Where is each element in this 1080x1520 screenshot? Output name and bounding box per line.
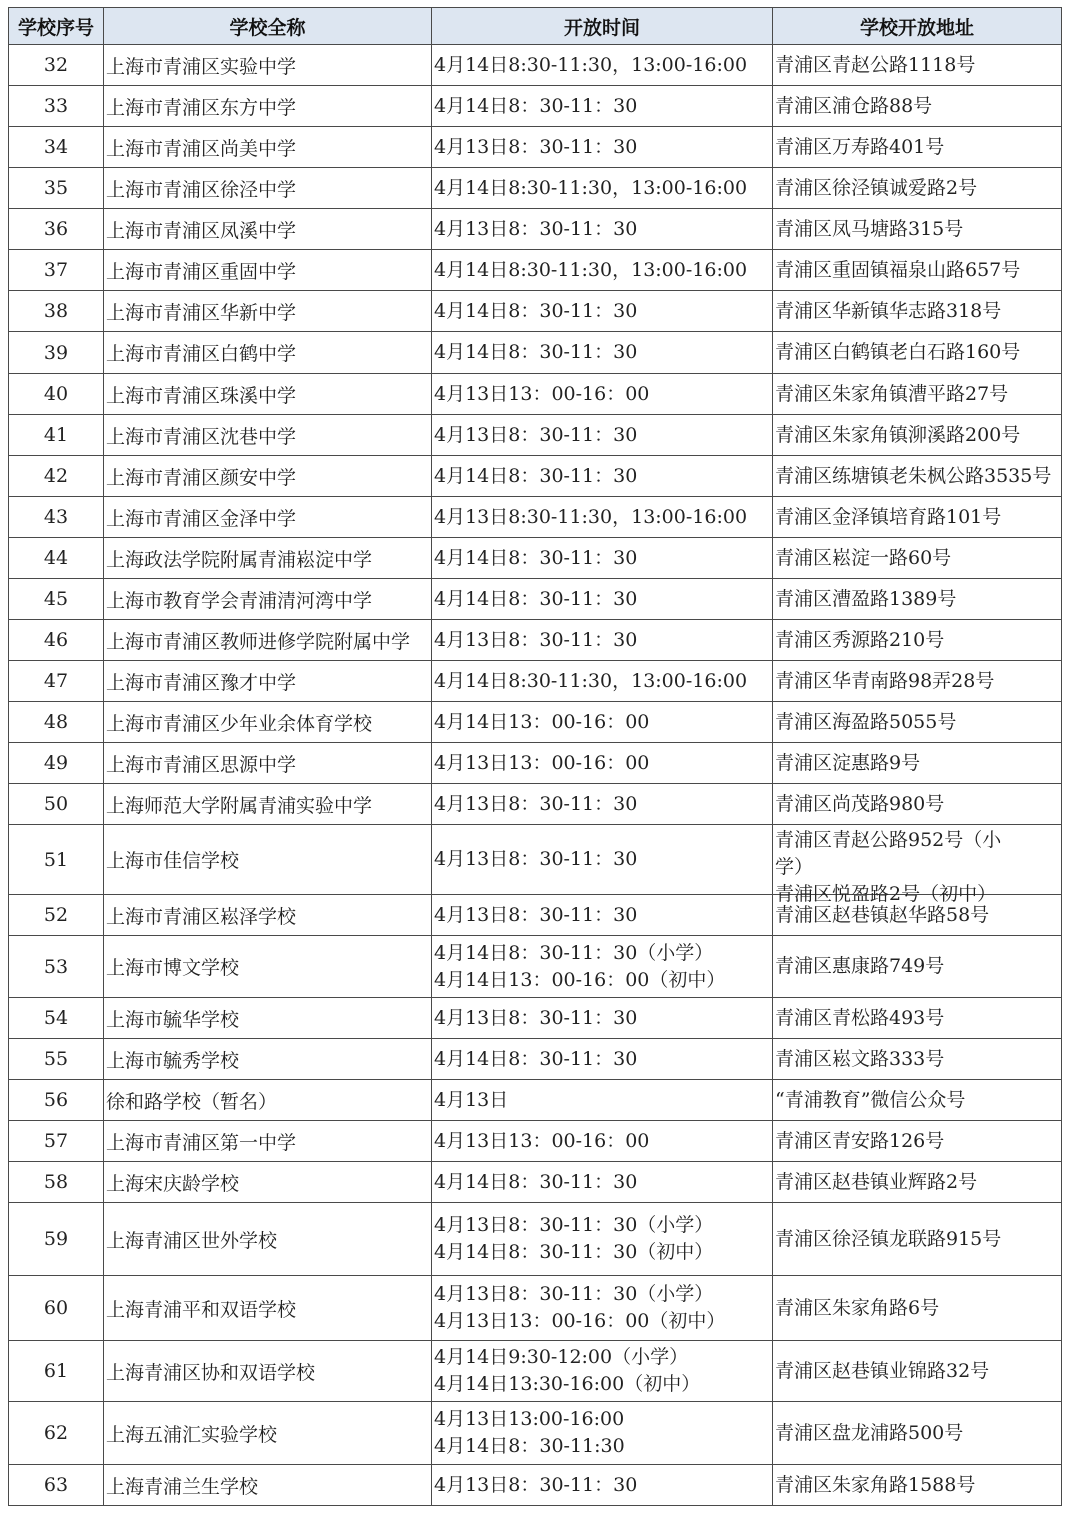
open-time-line: 4月13日8：30-11：30 xyxy=(434,1006,638,1029)
open-address-wrap xyxy=(775,1128,1061,1155)
open-address-cell xyxy=(773,579,1062,620)
table-row xyxy=(9,1341,1062,1402)
school-number-cell: 37 xyxy=(9,250,104,291)
open-time-line: 4月13日8：30-11：30 xyxy=(434,848,638,870)
open-address-line: 青浦区金泽镇培育路101号 xyxy=(775,505,1002,528)
open-address-cell xyxy=(773,1465,1062,1506)
school-number-cell: 39 xyxy=(9,332,104,374)
open-address-cell xyxy=(773,1341,1062,1402)
open-time-line: 4月14日8：30-11：30 xyxy=(434,1170,638,1193)
open-address-line: 青浦区惠康路749号 xyxy=(775,955,945,977)
open-address-line: 青浦区青赵公路952号（小 xyxy=(775,828,1002,851)
table-row xyxy=(9,332,1062,374)
open-time-cell xyxy=(432,45,773,86)
open-time-cell xyxy=(432,538,773,579)
table-row xyxy=(9,497,1062,538)
open-address-cell xyxy=(773,1039,1062,1080)
open-address-wrap xyxy=(775,1087,1061,1114)
table-row xyxy=(9,538,1062,579)
open-address-cell xyxy=(773,1080,1062,1121)
school-number-cell: 41 xyxy=(9,415,104,456)
open-time-line: 4月13日8：30-11：30 xyxy=(434,1473,638,1496)
table-row xyxy=(9,374,1062,415)
open-address-wrap xyxy=(775,953,1061,980)
open-address-wrap xyxy=(775,216,1061,243)
table-row xyxy=(9,1162,1062,1203)
open-time-line: 4月13日13：00-16：00 xyxy=(434,751,650,774)
open-time-cell xyxy=(432,1162,773,1203)
open-address-cell xyxy=(773,1121,1062,1162)
open-address-wrap xyxy=(775,627,1061,654)
school-name-cell: 上海市青浦区珠溪中学 xyxy=(104,374,432,415)
school-name-cell: 上海市青浦区华新中学 xyxy=(104,291,432,332)
school-name-cell: 上海市青浦区思源中学 xyxy=(104,743,432,784)
table-row xyxy=(9,291,1062,332)
open-time-cell xyxy=(432,661,773,702)
open-address-line: 青浦区青安路126号 xyxy=(775,1129,945,1152)
open-address-wrap xyxy=(775,257,1061,284)
school-number-cell: 50 xyxy=(9,784,104,825)
school-name-cell: 上海市青浦区徐泾中学 xyxy=(104,168,432,209)
open-time-cell xyxy=(432,895,773,936)
school-number-cell: 36 xyxy=(9,209,104,250)
school-number-cell: 55 xyxy=(9,1039,104,1080)
open-address-line: 青浦区赵巷镇赵华路58号 xyxy=(775,903,990,926)
open-time-line: 4月14日8：30-11：30 xyxy=(434,299,638,322)
open-time-cell xyxy=(432,579,773,620)
open-time-cell xyxy=(432,936,773,998)
open-address-wrap xyxy=(775,1046,1061,1073)
school-name-cell: 上海市博文学校 xyxy=(104,936,432,998)
school-name-cell: 上海市佳信学校 xyxy=(104,825,432,895)
school-number-cell: 35 xyxy=(9,168,104,209)
open-address-line: 青浦区朱家角路6号 xyxy=(775,1296,940,1319)
open-time-line: 4月14日8:30-11:30，13:00-16:00 xyxy=(434,176,748,199)
school-number-cell: 40 xyxy=(9,374,104,415)
table-row xyxy=(9,415,1062,456)
open-address-wrap xyxy=(775,1295,1061,1322)
open-time-cell xyxy=(432,374,773,415)
school-name-cell: 上海市青浦区崧泽学校 xyxy=(104,895,432,936)
open-time-line: 4月13日13:00-16:00 xyxy=(434,1408,625,1430)
school-name-cell: 上海市青浦区尚美中学 xyxy=(104,127,432,168)
open-time-cell xyxy=(432,127,773,168)
school-number-cell: 53 xyxy=(9,936,104,998)
open-address-cell xyxy=(773,374,1062,415)
open-address-wrap xyxy=(775,1420,1061,1447)
open-address-line: 青浦区海盈路5055号 xyxy=(775,710,957,733)
open-address-line: 青浦区重固镇福泉山路657号 xyxy=(775,258,1021,281)
open-address-line: 青浦区赵巷镇业锦路32号 xyxy=(775,1359,990,1382)
table-row xyxy=(9,127,1062,168)
open-address-cell xyxy=(773,250,1062,291)
open-time-cell xyxy=(432,250,773,291)
table-row xyxy=(9,209,1062,250)
open-address-wrap xyxy=(775,586,1061,613)
open-address-cell xyxy=(773,936,1062,998)
table-row xyxy=(9,456,1062,497)
open-time-line: 4月14日13：00-16：00（初中） xyxy=(434,968,726,991)
school-name-cell: 上海市青浦区第一中学 xyxy=(104,1121,432,1162)
open-time-line: 4月14日13：00-16：00 xyxy=(434,710,650,733)
open-address-wrap xyxy=(775,827,1061,905)
open-time-cell xyxy=(432,1402,773,1465)
table-row xyxy=(9,1203,1062,1276)
school-number-cell: 47 xyxy=(9,661,104,702)
school-name-cell: 上海市青浦区沈巷中学 xyxy=(104,415,432,456)
open-address-cell xyxy=(773,825,1062,905)
school-name-cell: 上海市教育学会青浦清河湾中学 xyxy=(104,579,432,620)
open-time-line: 4月13日13：00-16：00（初中） xyxy=(434,1310,726,1332)
open-address-wrap xyxy=(775,175,1061,202)
table-row xyxy=(9,784,1062,825)
open-address-wrap xyxy=(775,134,1061,161)
school-name-cell: 上海政法学院附属青浦崧淀中学 xyxy=(104,538,432,579)
school-name-cell: 上海市青浦区少年业余体育学校 xyxy=(104,702,432,743)
open-address-cell xyxy=(773,1402,1062,1465)
open-address-line: 青浦区徐泾镇龙联路915号 xyxy=(775,1227,1002,1250)
school-name-cell: 上海市青浦区实验中学 xyxy=(104,45,432,86)
school-number-cell: 34 xyxy=(9,127,104,168)
school-number-cell: 57 xyxy=(9,1121,104,1162)
open-address-cell xyxy=(773,1276,1062,1341)
open-time-line: 4月14日8：30-11：30 xyxy=(434,546,638,569)
table-row xyxy=(9,579,1062,620)
open-address-wrap xyxy=(775,93,1061,120)
open-address-line: 青浦区盘龙浦路500号 xyxy=(775,1421,964,1444)
open-address-cell xyxy=(773,45,1062,86)
open-address-wrap xyxy=(775,668,1061,695)
open-address-line: 青浦区朱家角镇泖溪路200号 xyxy=(775,423,1021,446)
school-name-cell: 上海青浦平和双语学校 xyxy=(104,1276,432,1341)
open-address-line: 青浦区青赵公路1118号 xyxy=(775,53,976,76)
open-address-cell xyxy=(773,497,1062,538)
open-time-cell xyxy=(432,825,773,895)
open-time-line: 4月14日8：30-11：30（小学） xyxy=(434,941,714,964)
school-name-cell: 上海市青浦区重固中学 xyxy=(104,250,432,291)
open-address-wrap xyxy=(775,422,1061,449)
open-time-line: 4月13日8：30-11：30 xyxy=(434,792,638,815)
table-row xyxy=(9,743,1062,784)
open-time-cell xyxy=(432,497,773,538)
open-time-line: 4月14日13:30-16:00（初中） xyxy=(434,1373,701,1395)
school-name-cell: 上海青浦兰生学校 xyxy=(104,1465,432,1506)
school-name-cell: 上海宋庆龄学校 xyxy=(104,1162,432,1203)
open-time-cell xyxy=(432,168,773,209)
open-time-line: 4月13日 xyxy=(434,1088,509,1111)
header-school-name: 学校全称 xyxy=(104,8,432,45)
open-address-line: 青浦区赵巷镇业辉路2号 xyxy=(775,1170,978,1193)
open-time-cell xyxy=(432,1465,773,1506)
open-time-line: 4月14日8：30-11：30 xyxy=(434,341,638,363)
open-address-cell xyxy=(773,86,1062,127)
school-name-cell: 上海市毓秀学校 xyxy=(104,1039,432,1080)
open-address-cell xyxy=(773,291,1062,332)
school-number-cell: 44 xyxy=(9,538,104,579)
school-number-cell: 51 xyxy=(9,825,104,895)
open-time-cell xyxy=(432,209,773,250)
school-number-cell: 42 xyxy=(9,456,104,497)
open-address-wrap xyxy=(775,1169,1061,1196)
open-time-cell xyxy=(432,702,773,743)
school-number-cell: 59 xyxy=(9,1203,104,1276)
open-time-line: 4月14日8：30-11：30 xyxy=(434,94,638,117)
school-name-cell: 上海市青浦区金泽中学 xyxy=(104,497,432,538)
open-time-cell xyxy=(432,1080,773,1121)
school-name-cell: 上海市毓华学校 xyxy=(104,998,432,1039)
open-time-cell xyxy=(432,1121,773,1162)
table-row xyxy=(9,998,1062,1039)
school-number-cell: 60 xyxy=(9,1276,104,1341)
open-address-cell xyxy=(773,332,1062,374)
open-address-line: 青浦区秀源路210号 xyxy=(775,628,945,651)
open-address-line: 青浦区朱家角镇漕平路27号 xyxy=(775,382,1009,405)
table-row xyxy=(9,86,1062,127)
open-address-line: 青浦区凤马塘路315号 xyxy=(775,217,964,240)
open-time-cell xyxy=(432,86,773,127)
school-number-cell: 46 xyxy=(9,620,104,661)
school-number-cell: 33 xyxy=(9,86,104,127)
header-row xyxy=(9,8,1062,45)
open-time-cell xyxy=(432,456,773,497)
school-number-cell: 38 xyxy=(9,291,104,332)
open-time-cell xyxy=(432,743,773,784)
open-address-wrap xyxy=(775,750,1061,777)
school-number-cell: 32 xyxy=(9,45,104,86)
open-address-cell xyxy=(773,998,1062,1039)
table-row xyxy=(9,1276,1062,1341)
open-time-cell xyxy=(432,784,773,825)
open-time-line: 4月13日8：30-11：30 xyxy=(434,423,638,446)
open-time-cell xyxy=(432,998,773,1039)
open-time-line: 4月13日13：00-16：00 xyxy=(434,382,650,405)
open-address-wrap xyxy=(775,1472,1061,1499)
school-number-cell: 49 xyxy=(9,743,104,784)
open-address-cell xyxy=(773,784,1062,825)
table-row xyxy=(9,168,1062,209)
open-address-cell xyxy=(773,743,1062,784)
open-time-line: 4月14日8:30-11:30，13:00-16:00 xyxy=(434,53,748,76)
open-address-wrap xyxy=(775,504,1061,531)
open-time-line: 4月14日8:30-11:30，13:00-16:00 xyxy=(434,669,748,692)
open-address-wrap xyxy=(775,298,1061,325)
open-address-cell xyxy=(773,415,1062,456)
school-number-cell: 61 xyxy=(9,1341,104,1402)
school-number-cell: 43 xyxy=(9,497,104,538)
open-address-line: 青浦区淀惠路9号 xyxy=(775,751,921,774)
header-open-time: 开放时间 xyxy=(432,8,773,45)
open-address-cell xyxy=(773,456,1062,497)
open-address-wrap xyxy=(775,381,1061,408)
open-time-line: 4月13日8：30-11：30 xyxy=(434,217,638,240)
open-time-line: 4月13日8：30-11：30 xyxy=(434,628,638,651)
school-name-cell: 上海市青浦区凤溪中学 xyxy=(104,209,432,250)
open-time-cell xyxy=(432,1276,773,1341)
table-row xyxy=(9,1080,1062,1121)
school-number-cell: 63 xyxy=(9,1465,104,1506)
table-row xyxy=(9,936,1062,998)
open-time-cell xyxy=(432,291,773,332)
open-address-cell xyxy=(773,1162,1062,1203)
open-time-line: 4月13日8：30-11：30 xyxy=(434,135,638,158)
open-address-wrap xyxy=(775,1358,1061,1385)
school-name-cell: 上海市青浦区教师进修学院附属中学 xyxy=(104,620,432,661)
open-address-wrap xyxy=(775,791,1061,818)
open-address-cell xyxy=(773,702,1062,743)
open-address-cell xyxy=(773,127,1062,168)
open-time-cell xyxy=(432,1203,773,1276)
open-address-wrap xyxy=(775,902,1061,929)
open-time-line: 4月14日8：30-11:30 xyxy=(434,1435,625,1457)
open-address-wrap xyxy=(775,339,1061,366)
open-address-line: 青浦区华新镇华志路318号 xyxy=(775,299,1002,322)
table-row xyxy=(9,1465,1062,1506)
school-name-cell: 上海市青浦区豫才中学 xyxy=(104,661,432,702)
open-time-line: 4月13日8：30-11：30（小学） xyxy=(434,1214,714,1236)
open-time-line: 4月14日8：30-11：30（初中） xyxy=(434,1241,714,1263)
school-name-cell: 上海青浦区世外学校 xyxy=(104,1203,432,1276)
open-address-line: 青浦区崧文路333号 xyxy=(775,1047,945,1070)
open-address-wrap xyxy=(775,1005,1061,1032)
open-address-line: 学） xyxy=(775,855,814,878)
school-name-cell: 徐和路学校（暂名） xyxy=(104,1080,432,1121)
open-address-line: 青浦区浦仓路88号 xyxy=(775,94,933,117)
school-number-cell: 58 xyxy=(9,1162,104,1203)
open-address-line: 青浦区万寿路401号 xyxy=(775,135,945,158)
school-number-cell: 56 xyxy=(9,1080,104,1121)
open-time-line: 4月13日13：00-16：00 xyxy=(434,1129,650,1152)
school-name-cell: 上海市青浦区颜安中学 xyxy=(104,456,432,497)
open-address-line: 青浦区崧淀一路60号 xyxy=(775,546,952,569)
school-name-cell: 上海市青浦区白鹤中学 xyxy=(104,332,432,374)
school-name-cell: 上海师范大学附属青浦实验中学 xyxy=(104,784,432,825)
open-address-wrap xyxy=(775,709,1061,736)
school-name-cell: 上海五浦汇实验学校 xyxy=(104,1402,432,1465)
open-time-cell xyxy=(432,332,773,374)
table-row xyxy=(9,45,1062,86)
open-time-line: 4月13日8:30-11:30，13:00-16:00 xyxy=(434,505,748,528)
open-address-line: 青浦区朱家角路1588号 xyxy=(775,1473,976,1496)
school-number-cell: 52 xyxy=(9,895,104,936)
open-time-line: 4月14日8:30-11:30，13:00-16:00 xyxy=(434,258,748,281)
table-row xyxy=(9,250,1062,291)
table-row xyxy=(9,825,1062,895)
open-address-cell xyxy=(773,661,1062,702)
header-school-number: 学校序号 xyxy=(9,8,104,45)
open-time-line: 4月14日8：30-11：30 xyxy=(434,587,638,610)
school-number-cell: 54 xyxy=(9,998,104,1039)
open-address-wrap xyxy=(775,463,1061,490)
header-open-address: 学校开放地址 xyxy=(773,8,1062,45)
school-number-cell: 45 xyxy=(9,579,104,620)
open-time-line: 4月14日8：30-11：30 xyxy=(434,464,638,487)
open-address-line: 青浦区徐泾镇诚爱路2号 xyxy=(775,176,978,199)
open-address-cell xyxy=(773,1203,1062,1276)
open-address-line: 青浦区尚茂路980号 xyxy=(775,792,945,815)
open-time-cell xyxy=(432,1341,773,1402)
open-time-cell xyxy=(432,1039,773,1080)
open-address-wrap xyxy=(775,1226,1061,1253)
school-name-cell: 上海市青浦区东方中学 xyxy=(104,86,432,127)
table-row xyxy=(9,1402,1062,1465)
open-address-line: 青浦区白鹤镇老白石路160号 xyxy=(775,341,1021,363)
school-number-cell: 62 xyxy=(9,1402,104,1465)
open-address-cell xyxy=(773,168,1062,209)
open-address-cell xyxy=(773,620,1062,661)
school-name-cell: 上海青浦区协和双语学校 xyxy=(104,1341,432,1402)
open-address-line: 青浦区漕盈路1389号 xyxy=(775,587,957,610)
open-time-line: 4月14日9:30-12:00（小学） xyxy=(434,1346,689,1368)
open-address-cell xyxy=(773,538,1062,579)
table-row xyxy=(9,1121,1062,1162)
school-open-day-table xyxy=(8,7,1062,1506)
open-time-cell xyxy=(432,415,773,456)
table-row xyxy=(9,1039,1062,1080)
table-row xyxy=(9,661,1062,702)
open-address-cell xyxy=(773,209,1062,250)
open-time-line: 4月13日8：30-11：30（小学） xyxy=(434,1283,714,1305)
open-time-cell xyxy=(432,620,773,661)
open-address-line: 青浦区青松路493号 xyxy=(775,1006,945,1029)
table-row xyxy=(9,620,1062,661)
school-number-cell: 48 xyxy=(9,702,104,743)
open-address-wrap xyxy=(775,545,1061,572)
open-address-wrap xyxy=(775,52,1061,79)
open-address-line: 青浦区华青南路98弄28号 xyxy=(775,669,995,692)
open-address-line: 青浦区悦盈路2号（初中） xyxy=(775,882,997,905)
table-row xyxy=(9,702,1062,743)
open-address-line: “青浦教育”微信公众号 xyxy=(775,1088,966,1111)
open-time-line: 4月14日8：30-11：30 xyxy=(434,1047,638,1070)
open-time-line: 4月13日8：30-11：30 xyxy=(434,903,638,926)
open-address-line: 青浦区练塘镇老朱枫公路3535号 xyxy=(775,464,1052,487)
